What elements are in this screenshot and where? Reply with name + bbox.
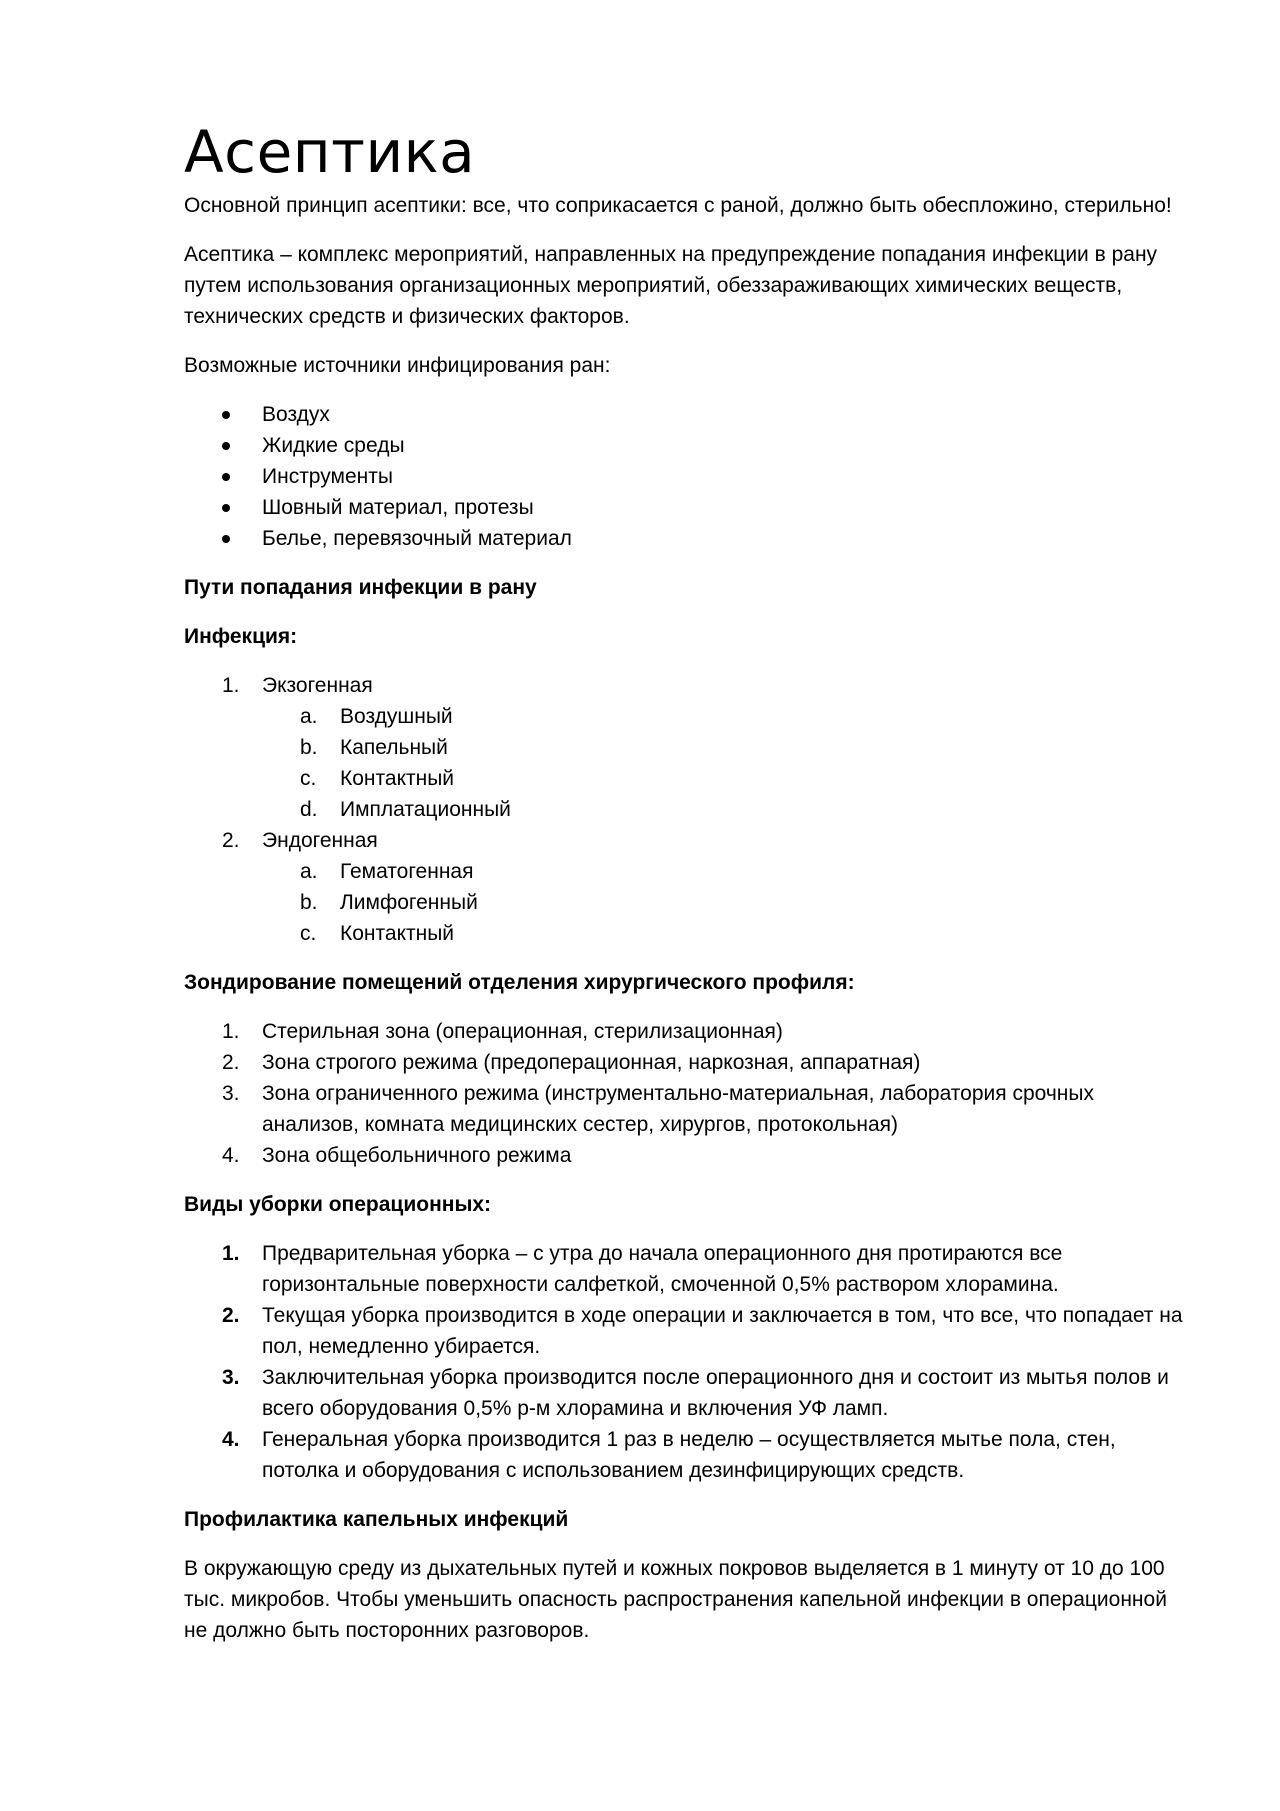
list-marker: 4.	[222, 1144, 240, 1167]
list-marker: c.	[300, 767, 317, 790]
list-item	[184, 1238, 1194, 1300]
list-item	[184, 1424, 1194, 1486]
list-marker: 2.	[222, 1304, 240, 1327]
list-item-label: Капельный	[340, 736, 448, 759]
list-item	[184, 1016, 1194, 1047]
list-item-label: Зона ограниченного режима (инструментально-материальная, лаборатория срочных анализов, комната медицинских сестер, хирургов, протокольная)	[262, 1082, 1095, 1136]
list-marker: 1.	[222, 674, 240, 697]
list-item-label: Предварительная уборка – с утра до начала операционного дня протираются все горизонтальные поверхности салфеткой, смоченной 0,5% раствором хлорамина.	[262, 1242, 1063, 1296]
list-item-label: Эндогенная	[262, 829, 378, 852]
list-marker: 2.	[222, 829, 240, 852]
list-marker: 4.	[222, 1428, 240, 1451]
list-item-label: Текущая уборка производится в ходе операции и заключается в том, что все, что попадает на пол, немедленно убирается.	[262, 1304, 1183, 1358]
list-item	[184, 670, 1194, 701]
list-item	[184, 1362, 1194, 1424]
list-item-label: Лимфогенный	[340, 891, 478, 914]
list-item-label: Воздух	[262, 403, 330, 426]
list-item-label: Шовный материал, протезы	[262, 496, 534, 519]
list-item	[184, 732, 1194, 763]
list-item	[184, 523, 1194, 554]
sources-list	[184, 399, 1194, 554]
list-item-label: Зона строгого режима (предоперационная, наркозная, аппаратная)	[262, 1051, 921, 1074]
page-title: Асептика	[184, 118, 476, 186]
list-item	[184, 399, 1194, 430]
heading-droplet: Профилактика капельных инфекций	[184, 1508, 569, 1531]
list-marker: a.	[300, 705, 318, 728]
zones-list	[184, 1016, 1194, 1171]
exogenous-sublist	[184, 701, 1194, 825]
list-item	[184, 825, 1194, 856]
endogenous-sublist	[184, 856, 1194, 949]
paragraph-sources-lead: Возможные источники инфицирования ран:	[184, 354, 611, 377]
list-item-label: Жидкие среды	[262, 434, 405, 457]
list-marker: 3.	[222, 1366, 240, 1389]
infection-list	[184, 670, 1194, 949]
bullet-icon	[222, 473, 230, 481]
list-item	[184, 918, 1194, 949]
list-item-label: Контактный	[340, 767, 455, 790]
list-marker: b.	[300, 891, 318, 914]
list-marker: a.	[300, 860, 318, 883]
paragraph-principle: Основной принцип асептики: все, что соприкасается с раной, должно быть обеспложино, стерильно!	[184, 194, 1172, 217]
list-item	[184, 887, 1194, 918]
list-item	[184, 1140, 1194, 1171]
list-marker: 1.	[222, 1242, 240, 1265]
list-marker: d.	[300, 798, 318, 821]
list-item	[184, 763, 1194, 794]
bullet-icon	[222, 411, 230, 419]
list-item-label: Инструменты	[262, 465, 393, 488]
list-item	[184, 430, 1194, 461]
list-item-label: Генеральная уборка производится 1 раз в неделю – осуществляется мытье пола, стен, потолка и оборудования с использованием дезинфицирующих средств.	[262, 1428, 1116, 1482]
document-page	[184, 118, 1194, 1664]
list-item-label: Гематогенная	[340, 860, 474, 883]
list-item-label: Белье, перевязочный материал	[262, 527, 572, 550]
sublist-container	[184, 701, 1194, 825]
list-item	[184, 492, 1194, 523]
bullet-icon	[222, 535, 230, 543]
paragraph-definition: Асептика – комплекс мероприятий, направленных на предупреждение попадания инфекции в рану путем использования организационных мероприятий, обеззараживающих химических веществ, технических средств и физических факторов.	[184, 243, 1158, 328]
list-item-label: Имплатационный	[340, 798, 511, 821]
paragraph-droplet: В окружающую среду из дыхательных путей и кожных покровов выделяется в 1 минуту от 10 до 100 тыс. микробов. Чтобы уменьшить опасность распространения капельной инфекции в операционной не должно быть посторонних разговоров.	[184, 1557, 1167, 1642]
list-item-label: Воздушный	[340, 705, 453, 728]
list-marker: c.	[300, 922, 317, 945]
bullet-icon	[222, 504, 230, 512]
list-item	[184, 461, 1194, 492]
heading-zoning: Зондирование помещений отделения хирургического профиля:	[184, 971, 855, 994]
sublist-container	[184, 856, 1194, 949]
cleaning-list	[184, 1238, 1194, 1486]
heading-cleaning: Виды уборки операционных:	[184, 1193, 492, 1216]
list-item	[184, 1078, 1194, 1140]
list-item-label: Экзогенная	[262, 674, 373, 697]
list-marker: 2.	[222, 1051, 240, 1074]
heading-routes: Пути попадания инфекции в рану	[184, 576, 537, 599]
list-item-label: Зона общебольничного режима	[262, 1144, 572, 1167]
list-item-label: Стерильная зона (операционная, стерилизационная)	[262, 1020, 783, 1043]
list-item	[184, 1300, 1194, 1362]
list-item-label: Контактный	[340, 922, 455, 945]
list-item-label: Заключительная уборка производится после операционного дня и состоит из мытья полов и всего оборудования 0,5% р-м хлорамина и включения УФ ламп.	[262, 1366, 1169, 1420]
list-marker: b.	[300, 736, 318, 759]
list-item	[184, 701, 1194, 732]
heading-infection: Инфекция:	[184, 625, 298, 648]
list-item	[184, 1047, 1194, 1078]
list-item	[184, 856, 1194, 887]
bullet-icon	[222, 442, 230, 450]
list-item	[184, 794, 1194, 825]
list-marker: 1.	[222, 1020, 240, 1043]
list-marker: 3.	[222, 1082, 240, 1105]
